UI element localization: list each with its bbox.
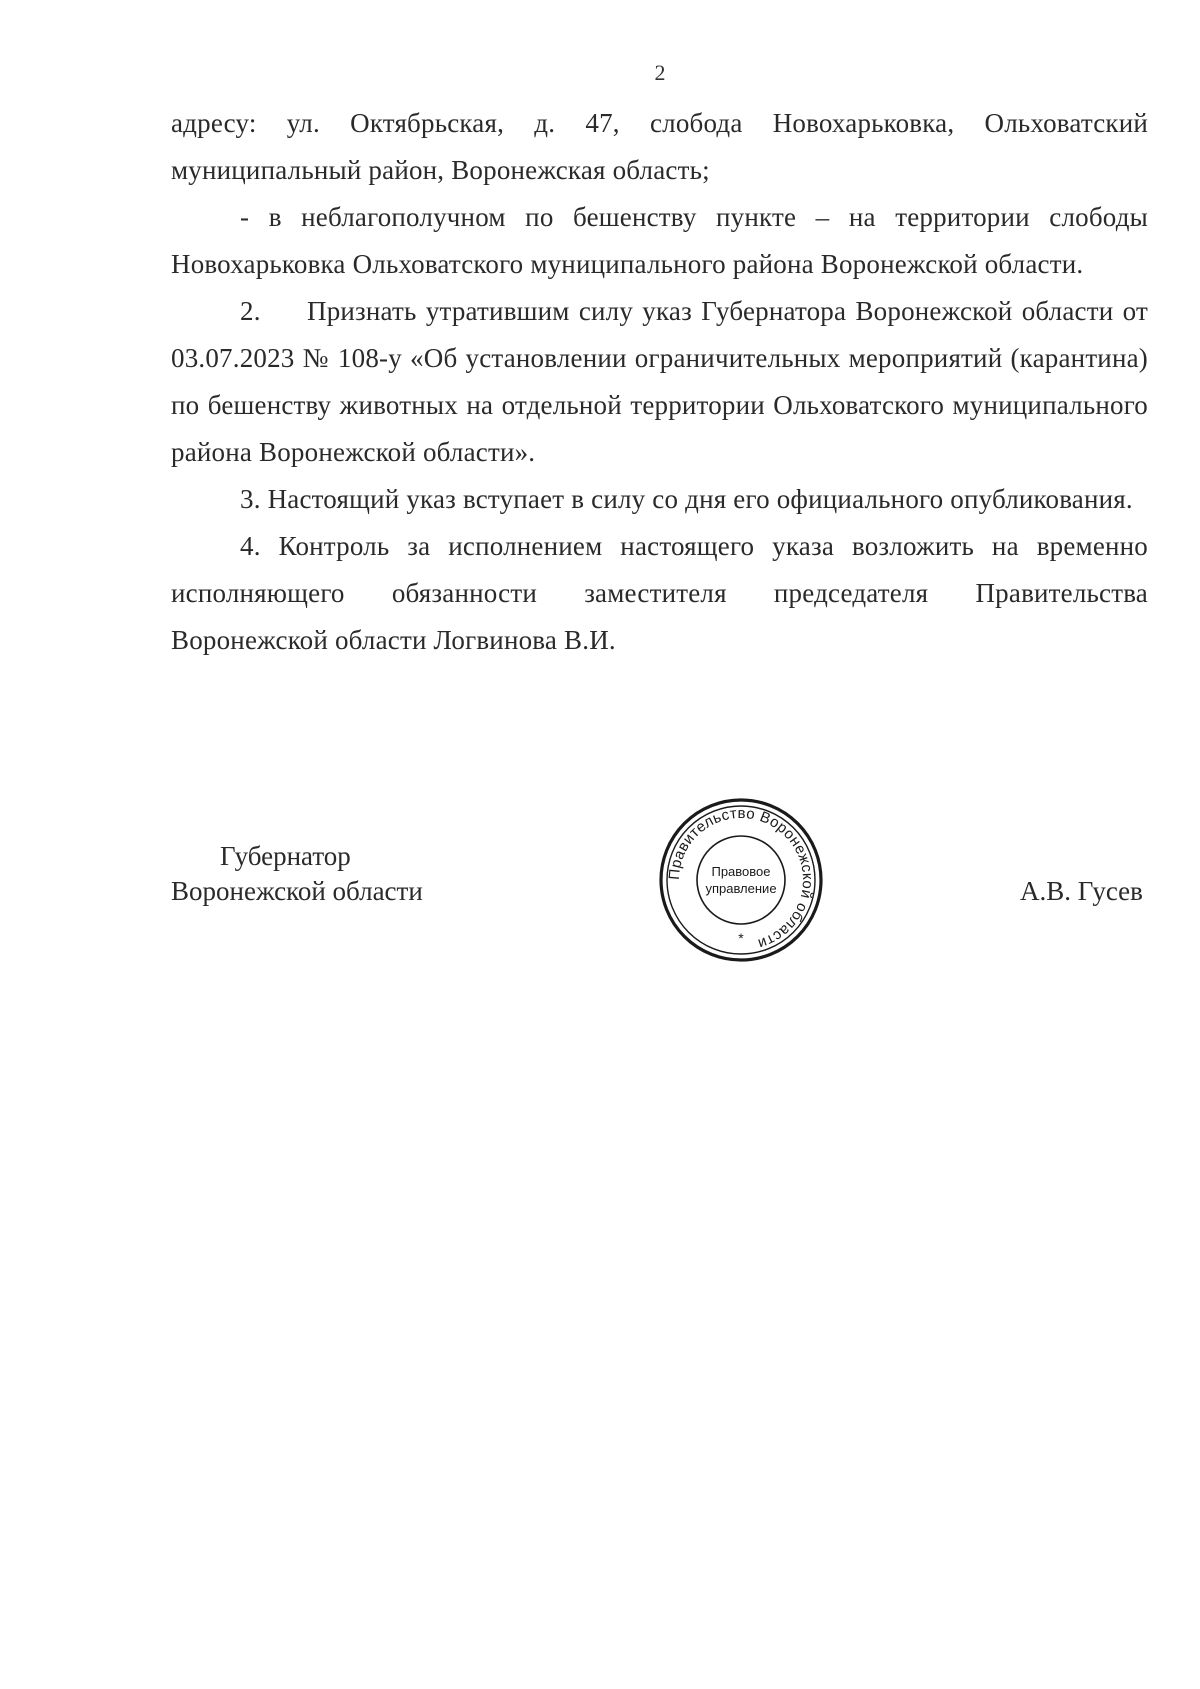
seal-ring-textpath: Правительство Воронежской области bbox=[665, 804, 817, 953]
item-number: 2. bbox=[240, 296, 261, 326]
official-seal bbox=[658, 797, 824, 963]
seal-inner-ring bbox=[697, 836, 785, 924]
seal-star: * bbox=[738, 930, 744, 946]
signer-title-line2: Воронежской области bbox=[171, 876, 423, 906]
seal-center-line1: Правовое bbox=[711, 864, 771, 879]
paragraph-item-2 bbox=[171, 288, 1148, 476]
signer-name: А.В. Гусев bbox=[1020, 876, 1143, 906]
paragraph-unfavorable-point: - в неблагополучном по бешенству пункте – на территории слободы Новохарьковка Ольховатского муниципального района Воронежской области. bbox=[171, 202, 1148, 279]
paragraph-item-3: 3. Настоящий указ вступает в силу со дня его официального опубликования. bbox=[240, 484, 1133, 514]
signer-title-line1: Губернатор bbox=[220, 841, 351, 871]
document-body bbox=[171, 100, 1148, 664]
page-number: 2 bbox=[654, 60, 666, 85]
paragraph-address-continuation: адресу: ул. Октябрьская, д. 47, слобода Новохарьковка, Ольховатский муниципальный район, Воронежская область; bbox=[171, 108, 1148, 185]
paragraph-item-4: 4. Контроль за исполнением настоящего указа возложить на временно исполняющего обязанности заместителя председателя Правительства Воронежской области Логвинова В.И. bbox=[171, 531, 1148, 655]
seal-center-line2: управление bbox=[705, 881, 777, 896]
item-text: Признать утратившим силу указ Губернатора Воронежской области от 03.07.2023 № 108-у «Об установлении ограничительных мероприятий (карантина) по бешенству животных на отдельной территории Ольховатского муниципального района Воронежской области». bbox=[171, 296, 1148, 467]
